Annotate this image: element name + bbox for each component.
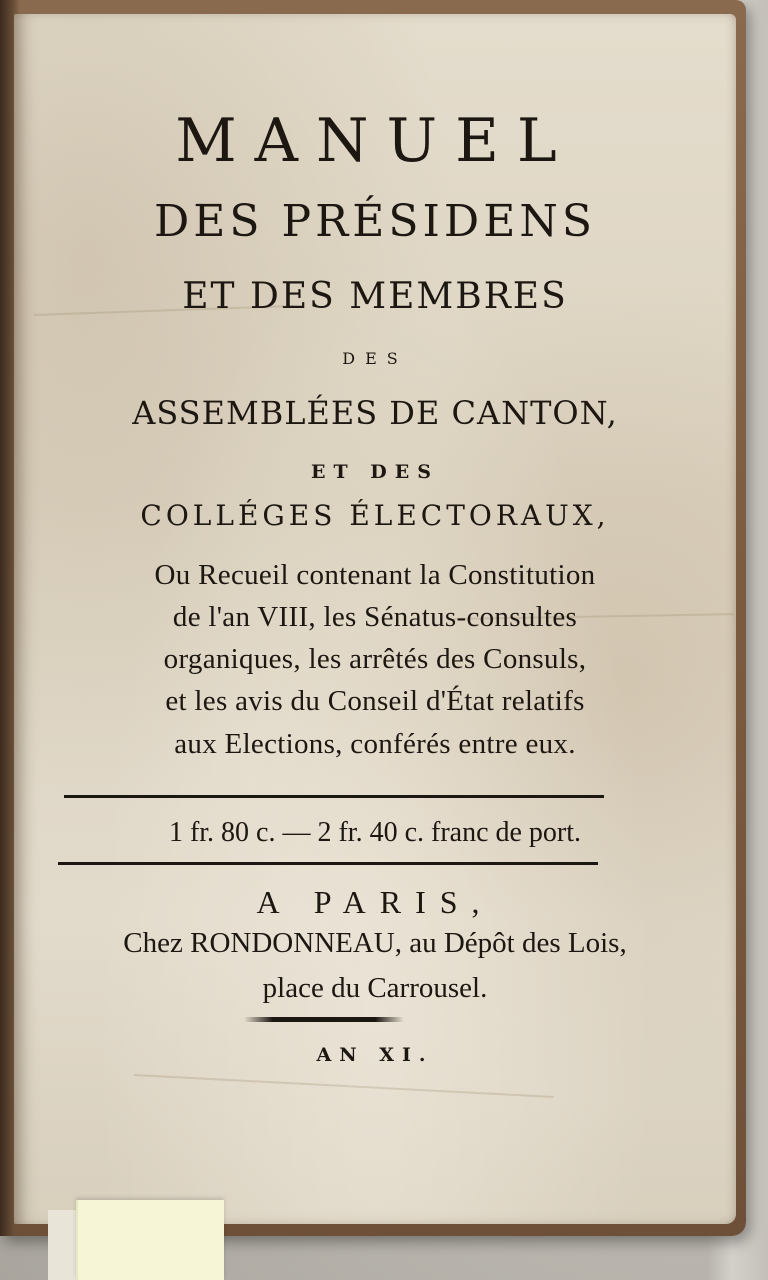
description-line: organiques, les arrêtés des Consuls, <box>163 643 587 675</box>
description-line: de l'an VIII, les Sénatus-consultes <box>172 601 578 633</box>
imprint-publisher: Chez RONDONNEAU, au Dépôt des Lois, <box>123 927 627 959</box>
ornament-rule <box>244 1017 404 1022</box>
description-line: et les avis du Conseil d'État relatifs <box>165 685 585 717</box>
rule-top <box>64 795 604 798</box>
imprint-date: AN XI. <box>316 1044 434 1066</box>
paper-crease <box>134 1074 554 1098</box>
imprint-city: A PARIS, <box>256 884 494 920</box>
description-line: Ou Recueil contenant la Constitution <box>154 559 596 591</box>
title-colleges: COLLÉGES ÉLECTORAUX, <box>140 499 610 532</box>
paper-edge <box>48 1210 78 1280</box>
title-page <box>14 14 736 1224</box>
bookmark-tag <box>76 1200 224 1280</box>
title-manuel: MANUEL <box>175 106 575 176</box>
title-et-des: ET DES <box>311 461 439 483</box>
title-des: DES <box>342 349 408 368</box>
title-presidens: DES PRÉSIDENS <box>154 196 596 247</box>
title-assemblees: ASSEMBLÉES DE CANTON, <box>132 394 618 432</box>
imprint-address: place du Carrousel. <box>262 972 488 1004</box>
title-membres: ET DES MEMBRES <box>182 276 568 317</box>
description-line: aux Elections, conférés entre eux. <box>174 728 576 760</box>
price-line: 1 fr. 80 c. — 2 fr. 40 c. franc de port. <box>168 817 582 848</box>
rule-bottom <box>58 862 598 865</box>
